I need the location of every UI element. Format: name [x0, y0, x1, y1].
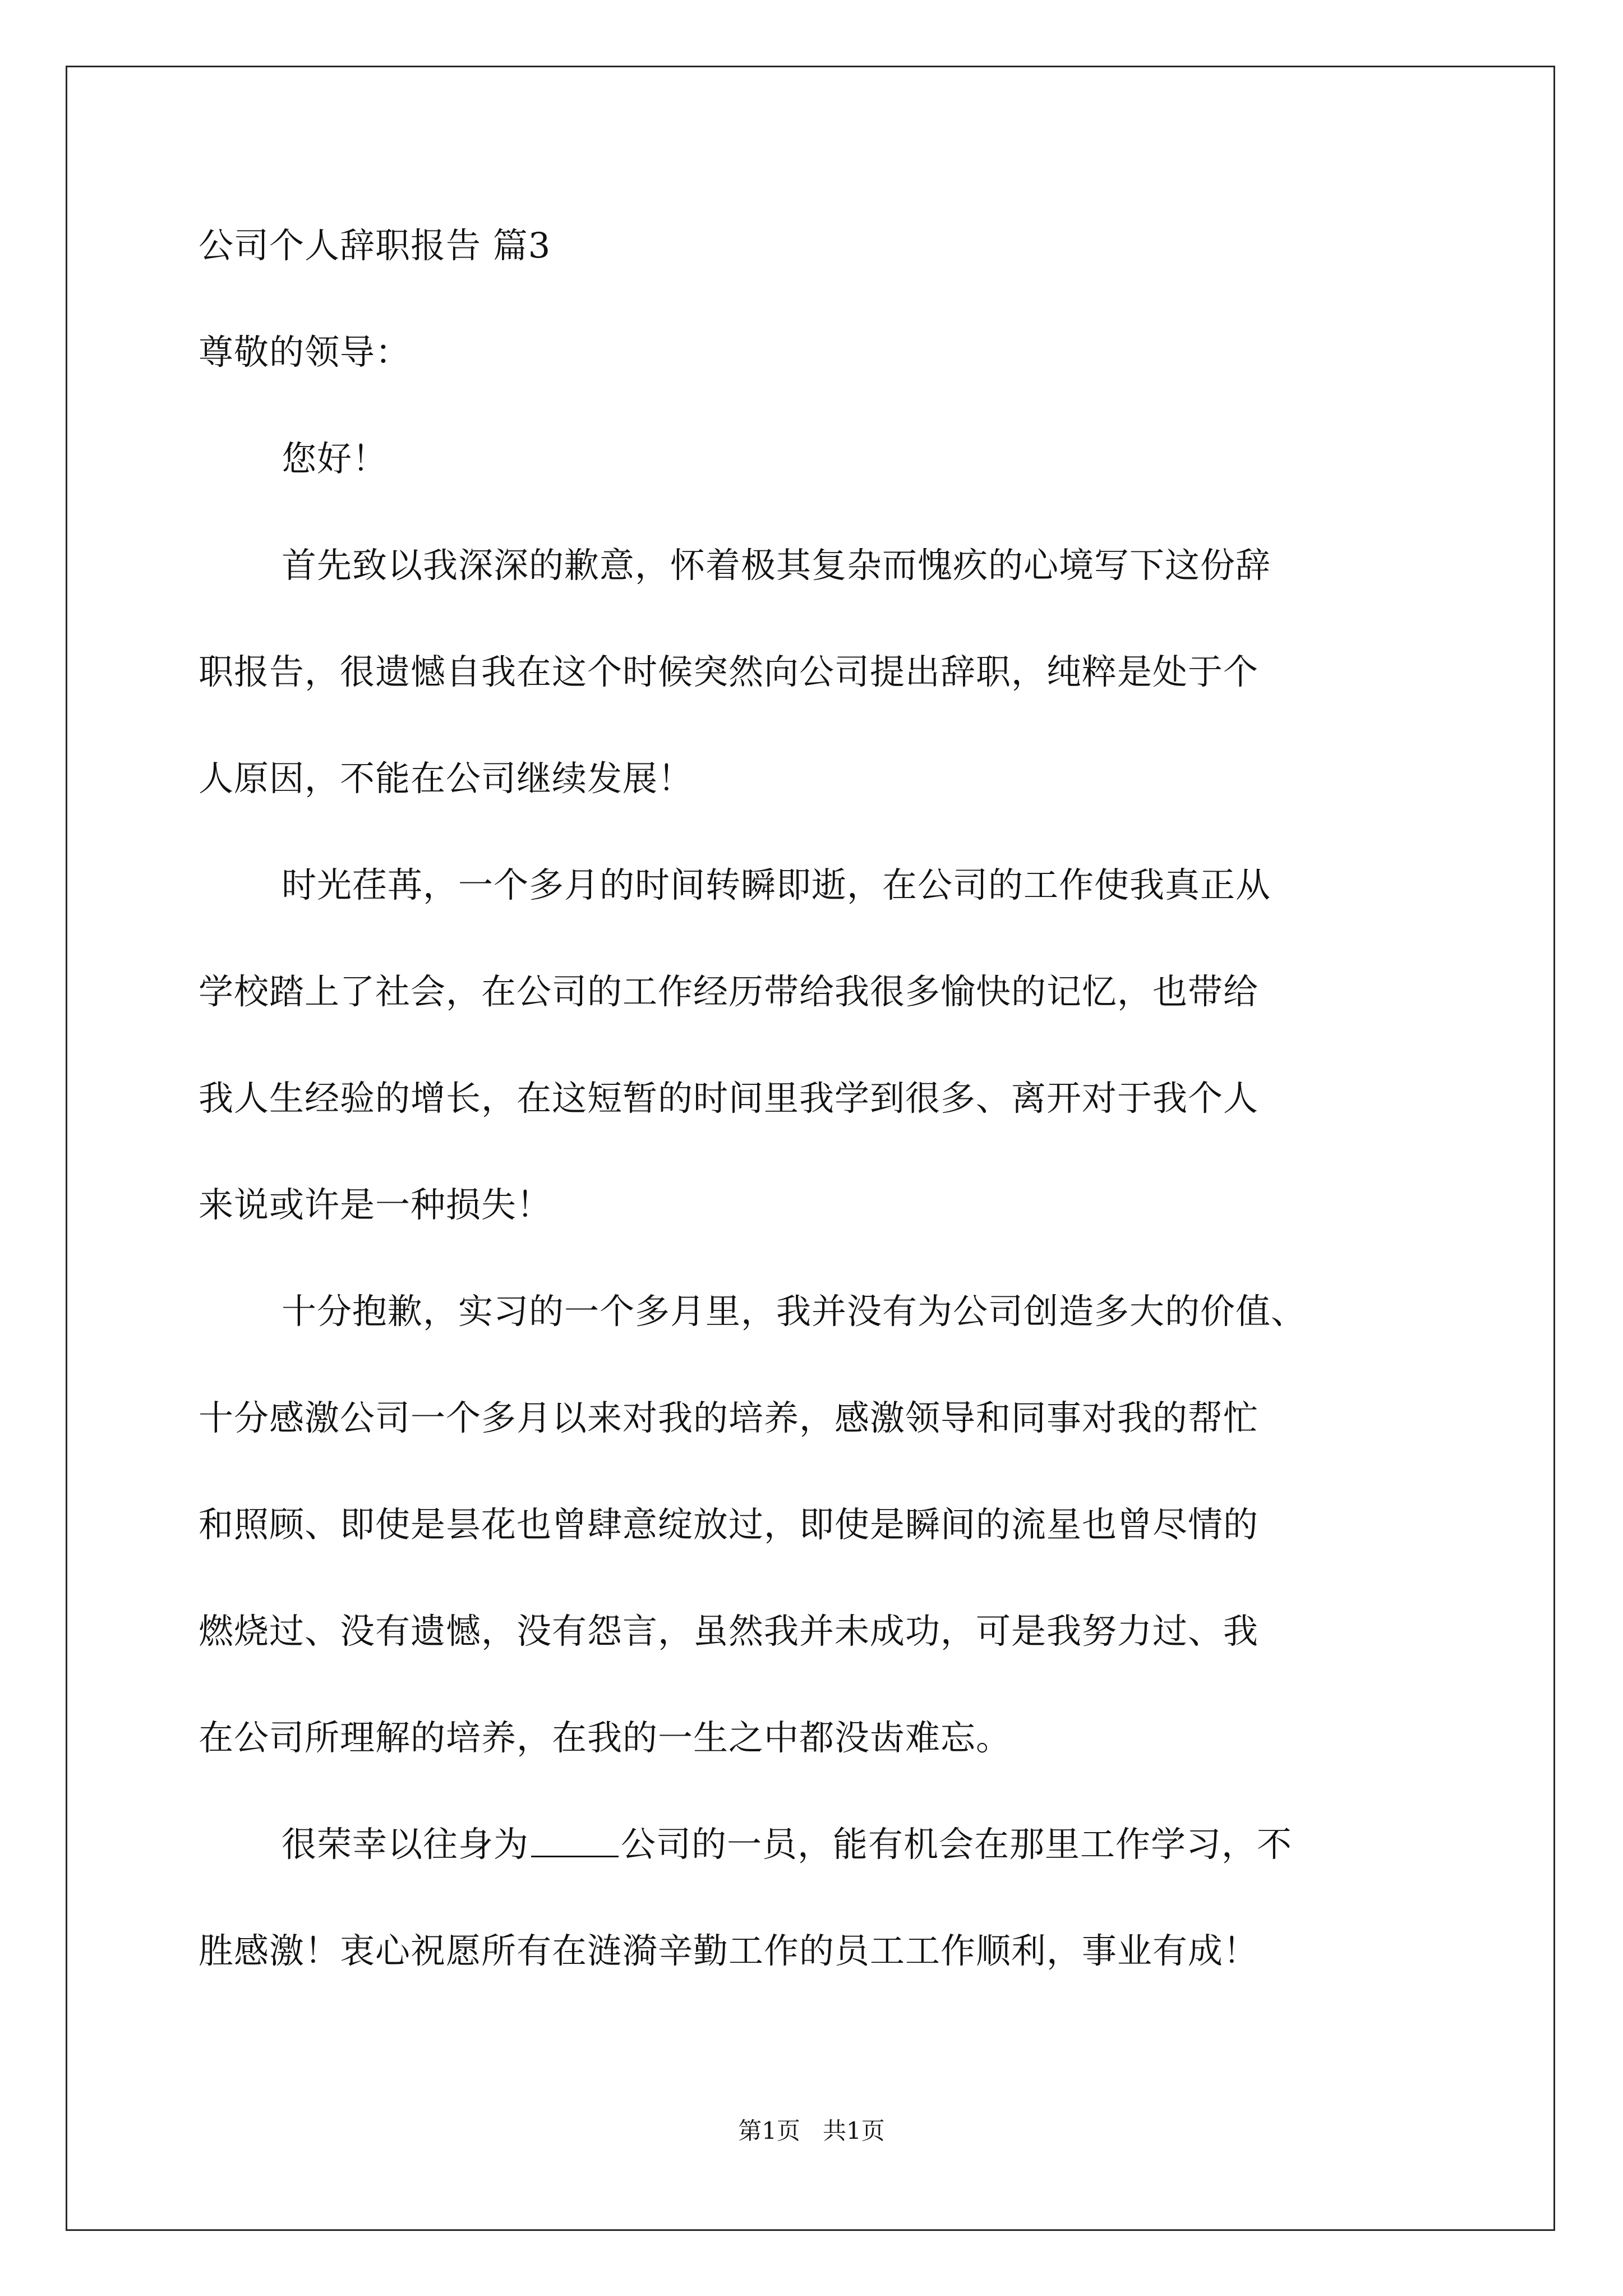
paragraph-line: 十分抱歉，实习的一个多月里，我并没有为公司创造多大的价值、 [282, 1291, 1307, 1332]
paragraph-line: 学校踏上了社会，在公司的工作经历带给我很多愉快的记忆，也带给 [199, 971, 1259, 1012]
paragraph-line: 十分感激公司一个多月以来对我的培养，感激领导和同事对我的帮忙 [199, 1397, 1259, 1438]
page-border [66, 66, 1555, 2231]
paragraph-line: 在公司所理解的培养，在我的一生之中都没齿难忘。 [199, 1717, 1012, 1758]
fill-in-blank [531, 1825, 619, 1857]
paragraph-line: 和照顾、即使是昙花也曾肆意绽放过，即使是瞬间的流星也曾尽情的 [199, 1504, 1259, 1545]
paragraph-text: 公司的一员，能有机会在那里工作学习，不 [621, 1824, 1293, 1865]
paragraph-text: 很荣幸以往身为 [282, 1824, 529, 1865]
page-footer: 第1页 共1页 [738, 2117, 885, 2145]
document-title: 公司个人辞职报告 篇3 [199, 225, 551, 266]
greeting: 您好！ [282, 438, 388, 479]
paragraph-line: 人原因，不能在公司继续发展！ [199, 758, 694, 799]
paragraph-line: 我人生经验的增长，在这短暂的时间里我学到很多、离开对于我个人 [199, 1078, 1259, 1119]
paragraph-line: 燃烧过、没有遗憾，没有怨言，虽然我并未成功，可是我努力过、我 [199, 1611, 1259, 1651]
paragraph-line: 来说或许是一种损失！ [199, 1184, 552, 1225]
paragraph-line: 首先致以我深深的歉意，怀着极其复杂而愧疚的心境写下这份辞 [282, 545, 1271, 586]
paragraph-line-with-blank [282, 1824, 1292, 1865]
salutation: 尊敬的领导： [199, 332, 411, 372]
paragraph-line: 胜感激！衷心祝愿所有在涟漪辛勤工作的员工工作顺利，事业有成！ [199, 1930, 1259, 1971]
paragraph-line: 职报告，很遗憾自我在这个时候突然向公司提出辞职，纯粹是处于个 [199, 651, 1259, 692]
paragraph-line: 时光荏苒，一个多月的时间转瞬即逝，在公司的工作使我真正从 [282, 864, 1271, 905]
